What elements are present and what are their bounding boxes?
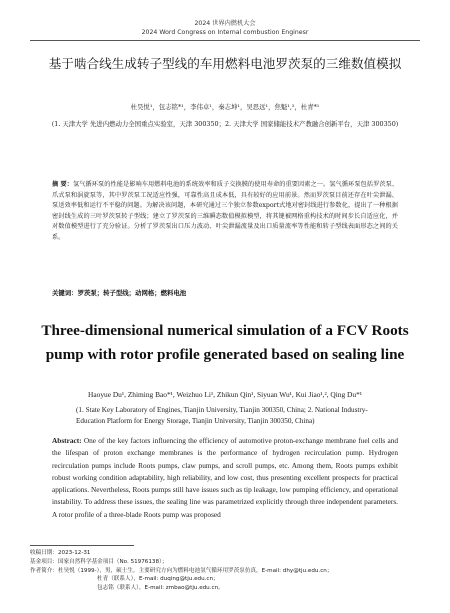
chinese-keywords-text: 罗茨泵；转子型线；动网格；燃料电池 — [77, 289, 187, 297]
english-abstract-label: Abstract: — [52, 436, 82, 445]
chinese-keywords-label: 关键词： — [52, 289, 78, 297]
footnote-author-intro: 作者简介：杜昊悦（1999-），男，硕士生，主要研究方向为燃料电池氢气循环用罗茨泵仿真，E-mail: dhy@tju.edu.cn； — [30, 567, 333, 574]
chinese-abstract — [52, 180, 398, 243]
english-title: Three-dimensional numerical simulation of a FCV Roots pump with rotor profile generated based on sealing line — [41, 322, 409, 363]
footnote-corresponding-1: 杜青（联系人），E-mail: duqing@tju.edu.cn； — [97, 576, 219, 583]
english-abstract-text: One of the key factors influencing the efficiency of automotive proton-exchange membrane fuel cells and the lifespan of proton exchange membranes is the performance of hydrogen recirculation pump. Hydrogen recirculation pumps include Roots pumps, claw pumps, and scroll pumps, etc. Among them, Roots pumps exhibit robust working condition adaptability, high reliability, and low cost, thus presenting excellent prospects for practical applications. Nevertheless, Roots pumps still have issues such as tip leakage, low pumping efficiency, and operational instability. To address these issues, the sealing line was parametrized explicitly through three independent parameters. A rotor profile of a three-blade Roots pump was proposed — [52, 436, 398, 519]
conference-name-en: 2024 Word Congress on Internal combustion Enginesr — [141, 28, 309, 36]
chinese-abstract-label: 摘 要： — [52, 181, 73, 188]
chinese-abstract-text: 氢气循环泵的性能是影响车用燃料电池的系统效率和质子交换膜的使用寿命的重要因素之一。氢气循环泵包括罗茨泵、爪式泵和涡旋泵等，其中罗茨泵工况适应性强，可靠性高且成本低，具有较好的应用前景。然而罗茨泵目前还存在叶尖泄漏、泵送效率低和运行不平稳的问题。为解决该问题，本研究通过三个独立参数export式地对密封线进行参数化，提出了一种根据密封线生成的三叶罗茨泵转子型线；建立了罗茨泵的三维瞬态数值模拟模型，将其键被网格重构技术的时间步长自适应化，并对数值模型进行了充分验证。分析了罗茨泵出口压力波动、叶尖泄漏流量及出口质量流率等性能和转子型线表面形态之间的关系。 — [52, 181, 399, 241]
english-authors: Haoyue Du¹, Zhiming Bao*¹, Weizhuo Li¹, Zhikun Qin¹, Siyuan Wu¹, Kui Jiao¹,², Qing Du*¹ — [88, 390, 362, 399]
footnote-received: 收稿日期：2023-12-31 — [30, 550, 91, 556]
footnote-fund: 基金项目：国家自然科学基金项目（No. 51976138）； — [30, 558, 168, 565]
footnotes — [30, 549, 420, 593]
header-divider — [30, 40, 420, 41]
english-abstract — [52, 435, 398, 521]
footnote-divider — [30, 545, 134, 546]
chinese-keywords — [52, 288, 398, 297]
chinese-title: 基于啮合线生成转子型线的车用燃料电池罗茨泵的三维数值模拟 — [48, 56, 402, 71]
conference-header — [0, 20, 450, 37]
footnote-corresponding-2: 包志铭（联系人），E-mail: zmbao@tju.edu.cn。 — [97, 585, 224, 592]
english-affiliation: (1. State Key Laboratory of Engines, Tianjin University, Tianjin 300350, China; 2. National Industry-Education Platform for Energy Storage, Tianjin University, Tianjin 300350, China) — [76, 406, 368, 425]
chinese-affiliation: (1. 天津大学 先进内燃动力全国重点实验室，天津 300350；2. 天津大学 国家储能技术产教融合创新平台，天津 300350) — [51, 120, 399, 128]
chinese-authors: 杜昊悦¹，包志铭*¹，李伟卓¹，秦志坤¹，吴思远¹，焦魁¹,²，杜青*¹ — [130, 103, 320, 111]
conference-name-zh: 2024 世界内燃机大会 — [194, 20, 256, 27]
